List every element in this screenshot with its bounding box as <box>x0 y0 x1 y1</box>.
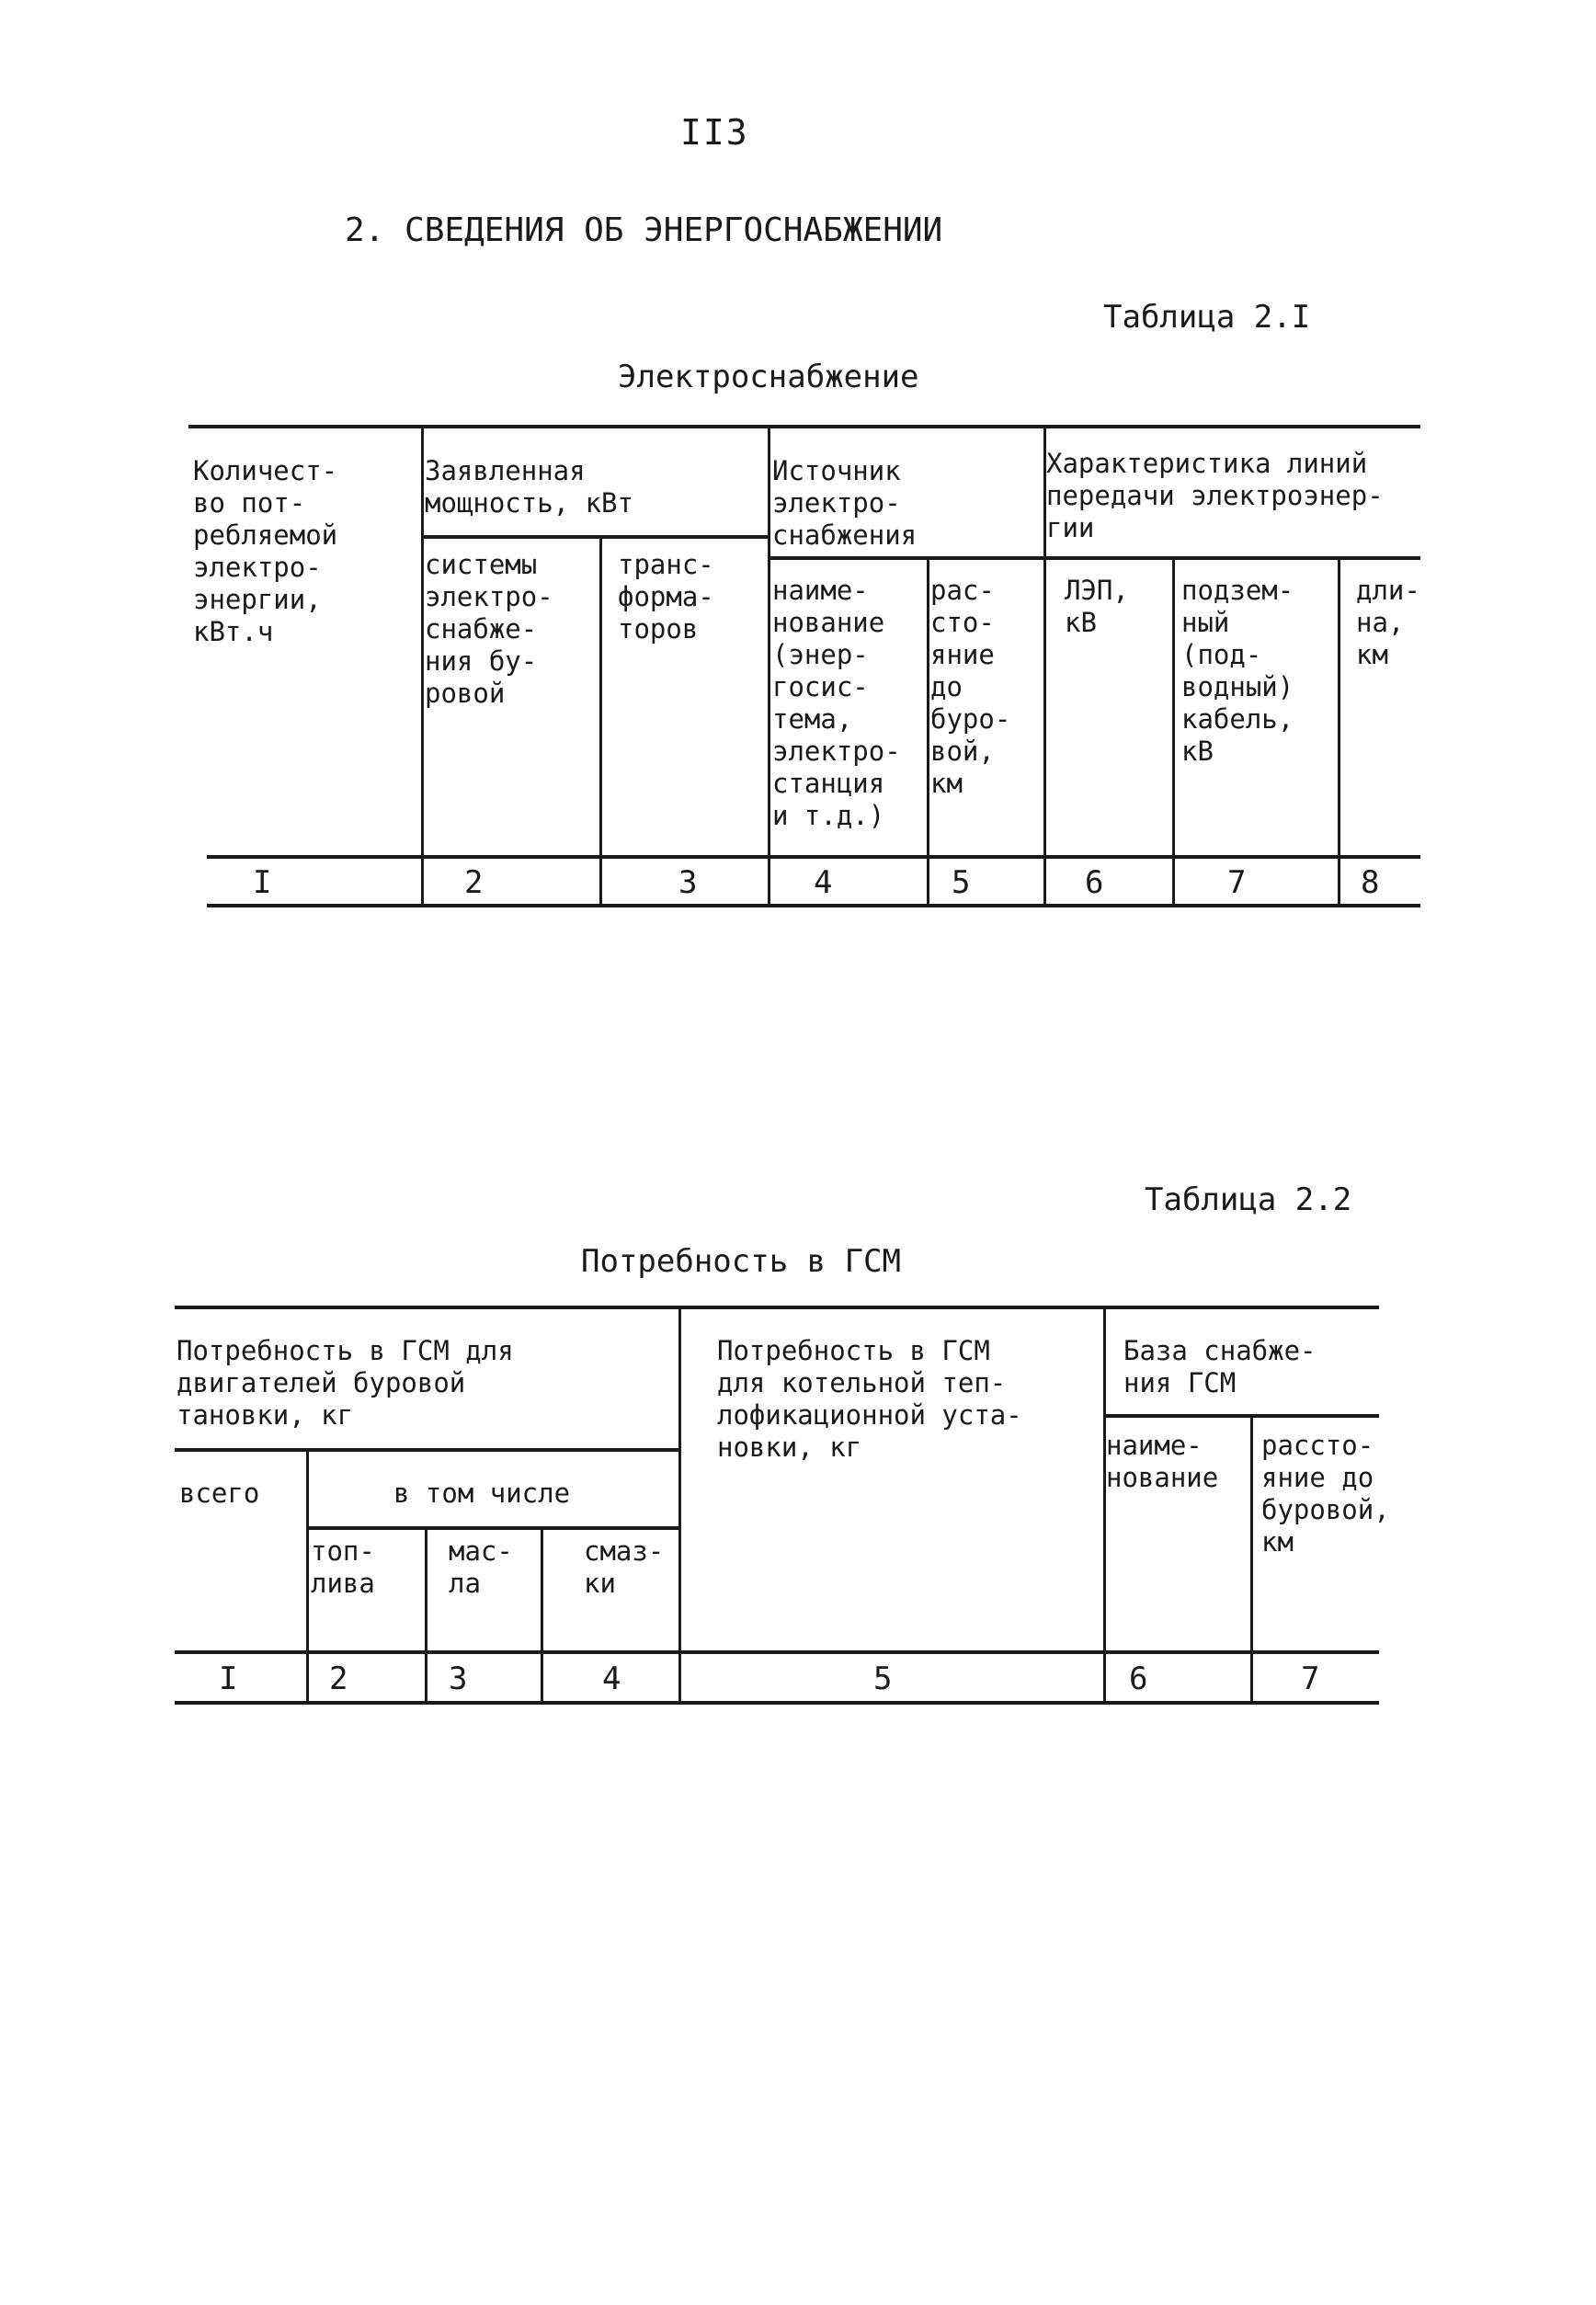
table1-col-number: 2 <box>464 864 484 901</box>
table1-header-group-source: Источник электро- снабжения <box>772 455 918 551</box>
table2-label: Таблица 2.2 <box>1145 1181 1352 1218</box>
table1-header-col5: рас- сто- яние до буро- вой, км <box>930 575 1011 799</box>
section-title: 2. СВЕДЕНИЯ ОБ ЭНЕРГОСНАБЖЕНИИ <box>345 211 943 249</box>
table1-bottom-rule <box>207 904 1420 907</box>
table2-col-number: 7 <box>1301 1660 1320 1697</box>
table2-header-group-engines: Потребность в ГСМ для двигателей буровой тановки, кг <box>177 1335 514 1431</box>
table1-header-col7: подзем- ный (под- водный) кабель, кВ <box>1181 575 1294 767</box>
table1-caption: Электроснабжение <box>618 359 919 395</box>
table2-vrule <box>1250 1414 1253 1703</box>
table1-vrule <box>1338 556 1340 906</box>
table2-header-col7: рассто- яние до буровой, км <box>1261 1430 1390 1558</box>
table1-vrule <box>421 425 424 906</box>
table2-col-number: 2 <box>329 1660 348 1697</box>
table1-vrule <box>1172 556 1175 906</box>
table1-header-col8: дли- на, км <box>1356 575 1420 670</box>
table2-vrule <box>678 1306 681 1703</box>
table1-col-number: 4 <box>814 864 833 901</box>
table2-col-number: I <box>219 1660 238 1697</box>
table1-header-bottom-rule <box>207 855 1420 859</box>
page-number: II3 <box>680 112 749 153</box>
table2-vrule <box>425 1526 428 1703</box>
table2-header-col6: наиме- нование <box>1106 1430 1219 1493</box>
table2-header-col2: топ- лива <box>311 1535 375 1599</box>
table2-col-number: 5 <box>873 1660 893 1697</box>
table1-vrule <box>927 556 929 906</box>
table1-header-col6: ЛЭП, кВ <box>1065 575 1129 638</box>
table1-label: Таблица 2.I <box>1103 299 1311 336</box>
table2-caption: Потребность в ГСМ <box>581 1243 901 1280</box>
table1-top-rule <box>188 425 1420 428</box>
table1-header-group-lines: Характеристика линий передачи электроэнер- гии <box>1046 448 1384 543</box>
table2-header-col1: всего <box>179 1478 260 1509</box>
table2-base-subrule <box>1103 1414 1379 1418</box>
table2-vrule <box>306 1448 309 1703</box>
table1-vrule <box>599 535 602 906</box>
table2-vrule <box>541 1526 543 1703</box>
table1-lines-subrule <box>1043 556 1420 560</box>
table2-header-col3: мас- ла <box>449 1535 513 1599</box>
table1-power-subrule <box>421 535 768 539</box>
table1-col-number: 3 <box>678 864 698 901</box>
table2-engines-subrule <box>175 1448 678 1452</box>
table1-source-subrule <box>768 556 1043 560</box>
table1-col-number: 7 <box>1227 864 1247 901</box>
table2-header-col4: смаз- ки <box>584 1535 665 1599</box>
table2-including-subrule <box>306 1526 678 1530</box>
table1-col-number: 8 <box>1361 864 1380 901</box>
table1-col-number: 5 <box>952 864 971 901</box>
table2-header-group-including: в том числе <box>393 1478 571 1509</box>
table1-header-col3: транс- форма- торов <box>618 549 714 645</box>
table2-top-rule <box>175 1306 1379 1309</box>
table2-header-col5: Потребность в ГСМ для котельной теп- лофикационной уста- новки, кг <box>717 1335 1022 1463</box>
table2-col-number: 3 <box>449 1660 468 1697</box>
table1-header-group-power: Заявленная мощность, кВт <box>425 455 633 519</box>
table1-header-col4: наиме- нование (энер- госис- тема, электро- станция и т.д.) <box>772 575 901 831</box>
table2-col-number: 6 <box>1129 1660 1148 1697</box>
table2-header-group-base: База снабже- ния ГСМ <box>1123 1335 1317 1398</box>
table1-col-number: I <box>253 864 272 901</box>
table2-header-bottom-rule <box>175 1650 1379 1654</box>
table2-bottom-rule <box>175 1701 1379 1705</box>
table1-vrule <box>768 425 770 906</box>
table2-vrule <box>1103 1306 1106 1703</box>
table1-header-col2: системы электро- снабже- ния бу- ровой <box>425 549 553 709</box>
table1-col-number: 6 <box>1085 864 1104 901</box>
table2-col-number: 4 <box>602 1660 621 1697</box>
table1-header-col1: Количест- во пот- ребляемой электро- энергии, кВт.ч <box>193 455 338 647</box>
